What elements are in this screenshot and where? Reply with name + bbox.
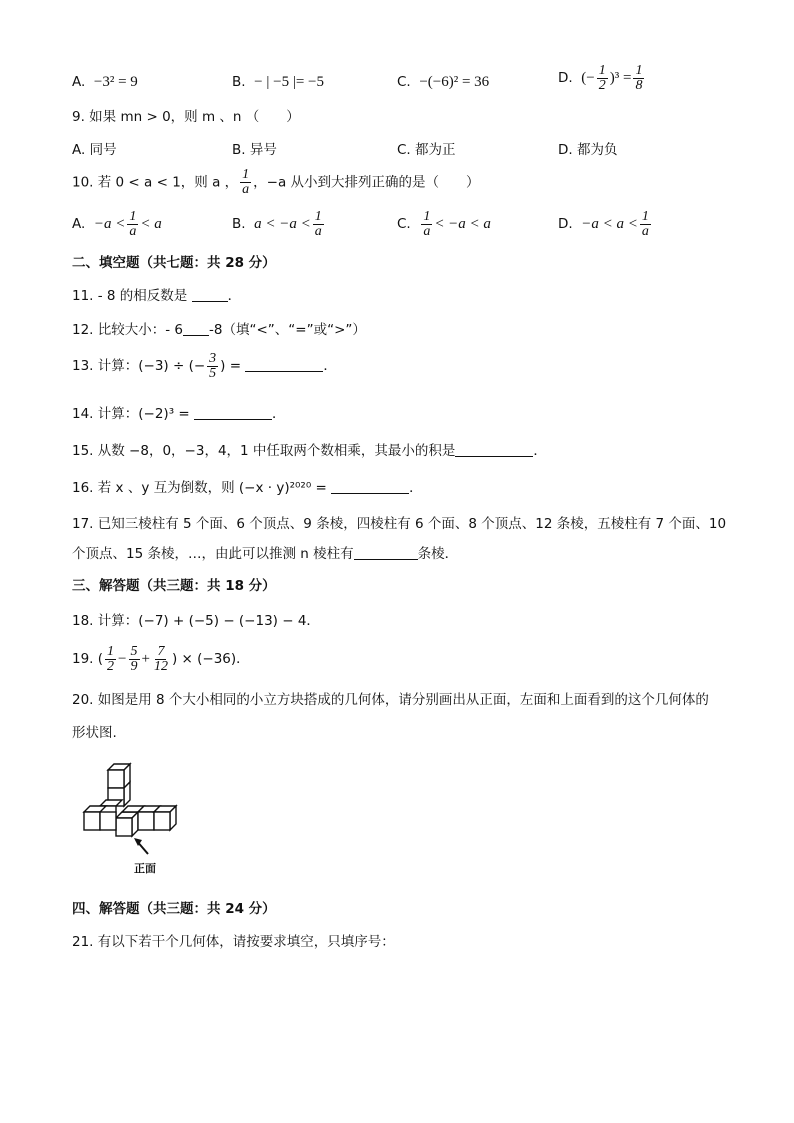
- q21: 21. 有以下若干个几何体，请按要求填空，只填序号：: [72, 934, 395, 950]
- q20-line-2: 形状图.: [72, 725, 117, 741]
- q18: 18. 计算：(−7) + (−5) − (−13) − 4．: [72, 613, 320, 629]
- cube-right-2: [154, 806, 176, 830]
- q17-line-2: 个顶点、15 条棱，…，由此可以推测 n 棱柱有 条棱．: [72, 546, 459, 562]
- q14: 14. 计算：(−2)³ = ．: [72, 406, 286, 422]
- q8-option-d: D. (− $\frac{1}{2}$ )³ = $\frac{1}{8}$: [558, 63, 643, 93]
- section-2-heading: 二、填空题（共七题：共 28 分）: [72, 255, 276, 271]
- q12: 12. 比较大小：- 6 -8（填“<”、“=”或“>”）: [72, 322, 366, 338]
- q17-line-1: 17. 已知三棱柱有 5 个面、6 个顶点、9 条棱，四棱柱有 6 个面、8 个顶点、12 条棱，五棱柱有 7 个面、10: [72, 516, 727, 532]
- q16: 16. 若 x 、y 互为倒数，则 (−x · y)²⁰²⁰ = ．: [72, 480, 423, 496]
- q10-option-b: B. a < −a < $\frac{1}{a}$: [232, 209, 322, 239]
- q9-option-c: C. 都为正: [397, 142, 456, 158]
- q8-option-a: A. −3² = 9: [72, 74, 138, 90]
- cube-center-front: [116, 812, 138, 836]
- q9-stem: 9. 如果 mn > 0，则 m 、n （ ）: [72, 109, 300, 125]
- q9-option-b: B. 异号: [232, 142, 277, 158]
- section-3-heading: 三、解答题（共三题：共 18 分）: [72, 578, 276, 594]
- q10-option-c: C. $\frac{1}{a}$ < −a < a: [397, 209, 491, 239]
- q10-stem: 10. 若 0 < a < 1，则 a ， $\frac{1}{a}$ ，−a 从小到大排列正确的是（ ）: [72, 167, 480, 197]
- figure-label: 正面: [134, 862, 156, 875]
- q19: 19. ( $\frac{1}{2}$ − $\frac{5}{9}$ + $\frac{7}{12}$ ) × (−36)．: [72, 644, 250, 674]
- cube-left-front: [100, 812, 116, 830]
- q10-option-a: A. −a < $\frac{1}{a}$ < a: [72, 209, 162, 239]
- q10-option-d: D. −a < a < $\frac{1}{a}$: [558, 209, 649, 239]
- q8-option-b: B. − | −5 |= −5: [232, 74, 324, 90]
- q13: 13. 计算：(−3) ÷ (− $\frac{3}{5}$ ) = ．: [72, 351, 337, 381]
- cube-figure: [78, 760, 182, 884]
- q20-line-1: 20. 如图是用 8 个大小相同的小立方块搭成的几何体，请分别画出从正面，左面和上面看到的这个几何体的: [72, 692, 709, 708]
- q11: 11. - 8 的相反数是 ．: [72, 288, 242, 304]
- q8-option-c: C. −(−6)² = 36: [397, 74, 490, 90]
- section-4-heading: 四、解答题（共三题：共 24 分）: [72, 901, 276, 917]
- q9-option-d: D. 都为负: [558, 142, 618, 158]
- q15: 15. 从数 −8，0，−3，4，1 中任取两个数相乘，其最小的积是 ．: [72, 443, 547, 459]
- q9-option-a: A. 同号: [72, 142, 117, 158]
